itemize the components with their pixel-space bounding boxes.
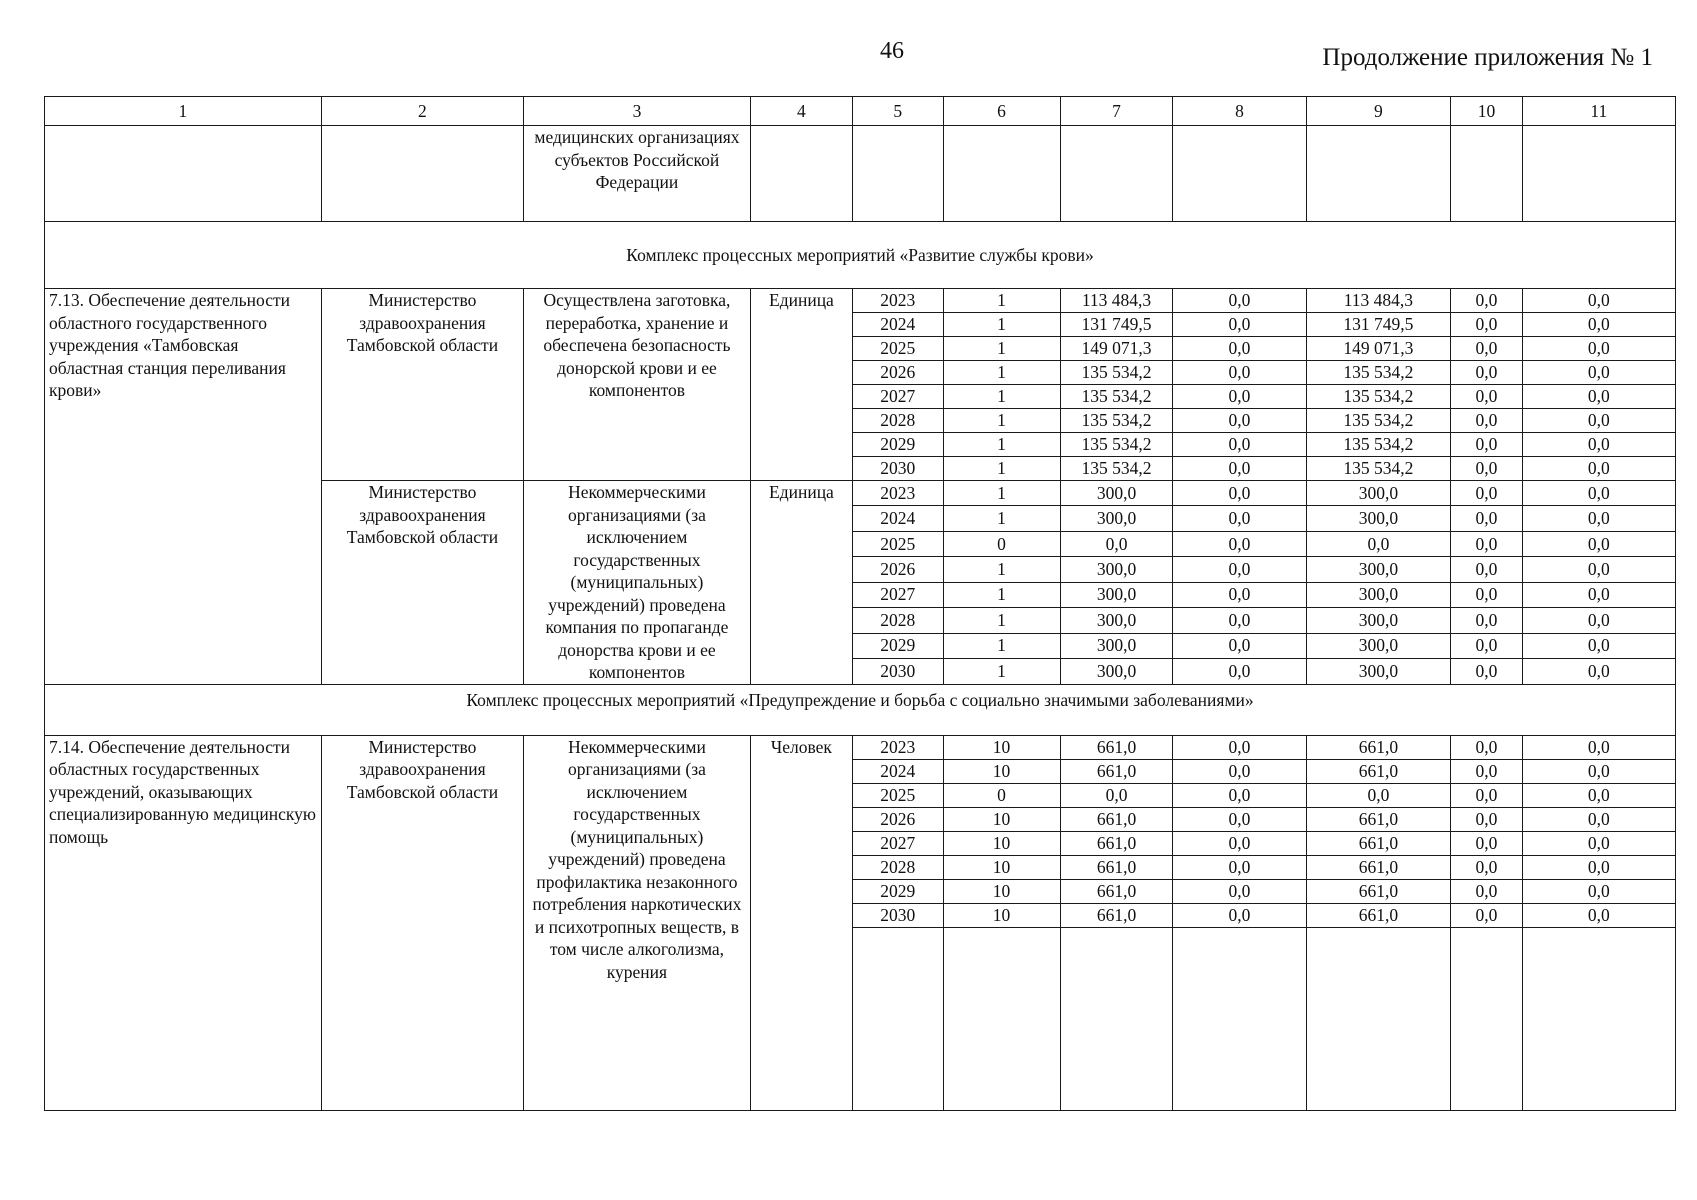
federal-budget: 0,0 xyxy=(1173,385,1306,409)
federal-budget: 0,0 xyxy=(1173,855,1306,879)
local-budget: 0,0 xyxy=(1451,557,1522,582)
year: 2028 xyxy=(853,608,943,633)
indicator-value: 10 xyxy=(943,879,1060,903)
year: 2026 xyxy=(853,557,943,582)
total-amount: 300,0 xyxy=(1060,582,1173,607)
year: 2029 xyxy=(853,433,943,457)
regional-budget: 300,0 xyxy=(1306,557,1451,582)
other-sources: 0,0 xyxy=(1522,759,1675,783)
indicator-value: 1 xyxy=(943,337,1060,361)
year: 2023 xyxy=(853,735,943,759)
total-amount: 113 484,3 xyxy=(1060,289,1173,313)
year: 2023 xyxy=(853,481,943,506)
total-amount: 300,0 xyxy=(1060,557,1173,582)
total-amount: 300,0 xyxy=(1060,608,1173,633)
regional-budget: 135 534,2 xyxy=(1306,385,1451,409)
local-budget: 0,0 xyxy=(1451,735,1522,759)
other-sources: 0,0 xyxy=(1522,557,1675,582)
local-budget: 0,0 xyxy=(1451,831,1522,855)
year: 2028 xyxy=(853,409,943,433)
federal-budget: 0,0 xyxy=(1173,337,1306,361)
indicator-value: 1 xyxy=(943,313,1060,337)
executor: Министерство здравоохранения Тамбовской области xyxy=(321,481,523,685)
indicator-value: 1 xyxy=(943,457,1060,481)
section-header-row xyxy=(45,222,1676,289)
other-sources: 0,0 xyxy=(1522,481,1675,506)
indicator-value: 1 xyxy=(943,409,1060,433)
indicator-value: 1 xyxy=(943,481,1060,506)
other-sources: 0,0 xyxy=(1522,659,1675,684)
empty-cell xyxy=(1060,927,1173,1110)
other-sources: 0,0 xyxy=(1522,289,1675,313)
section-header-row xyxy=(45,684,1676,735)
federal-budget: 0,0 xyxy=(1173,289,1306,313)
regional-budget: 661,0 xyxy=(1306,759,1451,783)
local-budget: 0,0 xyxy=(1451,879,1522,903)
other-sources: 0,0 xyxy=(1522,608,1675,633)
local-budget: 0,0 xyxy=(1451,385,1522,409)
empty-cell xyxy=(1173,126,1306,222)
local-budget: 0,0 xyxy=(1451,807,1522,831)
total-amount: 0,0 xyxy=(1060,531,1173,556)
total-amount: 300,0 xyxy=(1060,481,1173,506)
total-amount: 135 534,2 xyxy=(1060,433,1173,457)
regional-budget: 661,0 xyxy=(1306,807,1451,831)
total-amount: 135 534,2 xyxy=(1060,361,1173,385)
local-budget: 0,0 xyxy=(1451,903,1522,927)
regional-budget: 135 534,2 xyxy=(1306,457,1451,481)
page-number: 46 xyxy=(880,38,904,64)
total-amount: 661,0 xyxy=(1060,735,1173,759)
other-sources: 0,0 xyxy=(1522,783,1675,807)
local-budget: 0,0 xyxy=(1451,531,1522,556)
result-description: Осуществлена заготовка, переработка, хранение и обеспечена безопасность донорской крови и ее компонентов xyxy=(524,289,751,481)
column-number: 3 xyxy=(524,97,751,126)
total-amount: 300,0 xyxy=(1060,659,1173,684)
federal-budget: 0,0 xyxy=(1173,531,1306,556)
continuation-row xyxy=(45,126,1676,222)
year: 2025 xyxy=(853,337,943,361)
column-number: 6 xyxy=(943,97,1060,126)
year: 2024 xyxy=(853,313,943,337)
total-amount: 135 534,2 xyxy=(1060,385,1173,409)
year: 2028 xyxy=(853,855,943,879)
indicator-value: 1 xyxy=(943,633,1060,658)
federal-budget: 0,0 xyxy=(1173,582,1306,607)
empty-cell xyxy=(853,126,943,222)
other-sources: 0,0 xyxy=(1522,903,1675,927)
total-amount: 661,0 xyxy=(1060,879,1173,903)
total-amount: 131 749,5 xyxy=(1060,313,1173,337)
year: 2026 xyxy=(853,361,943,385)
year: 2027 xyxy=(853,831,943,855)
indicator-value: 1 xyxy=(943,659,1060,684)
regional-budget: 135 534,2 xyxy=(1306,409,1451,433)
other-sources: 0,0 xyxy=(1522,735,1675,759)
federal-budget: 0,0 xyxy=(1173,506,1306,531)
year: 2025 xyxy=(853,783,943,807)
indicator-value: 10 xyxy=(943,735,1060,759)
federal-budget: 0,0 xyxy=(1173,807,1306,831)
regional-budget: 0,0 xyxy=(1306,531,1451,556)
empty-cell xyxy=(1306,927,1451,1110)
empty-cell xyxy=(1060,126,1173,222)
local-budget: 0,0 xyxy=(1451,506,1522,531)
year: 2030 xyxy=(853,903,943,927)
local-budget: 0,0 xyxy=(1451,783,1522,807)
local-budget: 0,0 xyxy=(1451,481,1522,506)
column-number: 4 xyxy=(750,97,852,126)
measures-table xyxy=(44,96,1676,1111)
federal-budget: 0,0 xyxy=(1173,409,1306,433)
local-budget: 0,0 xyxy=(1451,582,1522,607)
column-number: 11 xyxy=(1522,97,1675,126)
regional-budget: 0,0 xyxy=(1306,783,1451,807)
year: 2025 xyxy=(853,531,943,556)
regional-budget: 135 534,2 xyxy=(1306,361,1451,385)
indicator-value: 0 xyxy=(943,783,1060,807)
local-budget: 0,0 xyxy=(1451,313,1522,337)
empty-cell xyxy=(45,126,322,222)
total-amount: 135 534,2 xyxy=(1060,409,1173,433)
federal-budget: 0,0 xyxy=(1173,831,1306,855)
local-budget: 0,0 xyxy=(1451,759,1522,783)
empty-cell xyxy=(1522,126,1675,222)
empty-cell xyxy=(1451,927,1522,1110)
indicator-value: 1 xyxy=(943,385,1060,409)
other-sources: 0,0 xyxy=(1522,506,1675,531)
column-number: 7 xyxy=(1060,97,1173,126)
year: 2027 xyxy=(853,385,943,409)
indicator-value: 10 xyxy=(943,903,1060,927)
year: 2024 xyxy=(853,506,943,531)
empty-cell xyxy=(943,927,1060,1110)
year: 2026 xyxy=(853,807,943,831)
federal-budget: 0,0 xyxy=(1173,557,1306,582)
federal-budget: 0,0 xyxy=(1173,783,1306,807)
result-description: Некоммерческими организациями (за исключением государственных (муниципальных) учреждений) проведена компания по пропаганде донорства крови и ее компонентов xyxy=(524,481,751,685)
local-budget: 0,0 xyxy=(1451,608,1522,633)
column-number: 2 xyxy=(321,97,523,126)
total-amount: 0,0 xyxy=(1060,783,1173,807)
indicator-value: 1 xyxy=(943,433,1060,457)
year: 2024 xyxy=(853,759,943,783)
regional-budget: 135 534,2 xyxy=(1306,433,1451,457)
local-budget: 0,0 xyxy=(1451,337,1522,361)
measure-name: 7.14. Обеспечение деятельности областных государственных учреждений, оказывающих специализированную медицинскую помощь xyxy=(45,735,322,1110)
unit: Единица xyxy=(750,289,852,481)
total-amount: 135 534,2 xyxy=(1060,457,1173,481)
indicator-value: 1 xyxy=(943,582,1060,607)
regional-budget: 300,0 xyxy=(1306,481,1451,506)
federal-budget: 0,0 xyxy=(1173,759,1306,783)
other-sources: 0,0 xyxy=(1522,337,1675,361)
total-amount: 149 071,3 xyxy=(1060,337,1173,361)
regional-budget: 300,0 xyxy=(1306,659,1451,684)
total-amount: 661,0 xyxy=(1060,831,1173,855)
federal-budget: 0,0 xyxy=(1173,879,1306,903)
unit: Человек xyxy=(750,735,852,1110)
other-sources: 0,0 xyxy=(1522,807,1675,831)
federal-budget: 0,0 xyxy=(1173,608,1306,633)
indicator-value: 1 xyxy=(943,557,1060,582)
empty-cell xyxy=(943,126,1060,222)
indicator-value: 1 xyxy=(943,361,1060,385)
column-number: 8 xyxy=(1173,97,1306,126)
empty-cell xyxy=(1522,927,1675,1110)
local-budget: 0,0 xyxy=(1451,855,1522,879)
empty-cell xyxy=(750,126,852,222)
regional-budget: 131 749,5 xyxy=(1306,313,1451,337)
regional-budget: 300,0 xyxy=(1306,633,1451,658)
indicator-value: 10 xyxy=(943,807,1060,831)
unit: Единица xyxy=(750,481,852,685)
federal-budget: 0,0 xyxy=(1173,633,1306,658)
regional-budget: 661,0 xyxy=(1306,903,1451,927)
other-sources: 0,0 xyxy=(1522,633,1675,658)
federal-budget: 0,0 xyxy=(1173,481,1306,506)
local-budget: 0,0 xyxy=(1451,633,1522,658)
column-number: 9 xyxy=(1306,97,1451,126)
continuation-text: медицинских организациях субъектов Российской Федерации xyxy=(524,126,751,222)
empty-cell xyxy=(321,126,523,222)
column-number: 5 xyxy=(853,97,943,126)
indicator-value: 10 xyxy=(943,831,1060,855)
total-amount: 661,0 xyxy=(1060,903,1173,927)
other-sources: 0,0 xyxy=(1522,433,1675,457)
federal-budget: 0,0 xyxy=(1173,735,1306,759)
other-sources: 0,0 xyxy=(1522,831,1675,855)
other-sources: 0,0 xyxy=(1522,531,1675,556)
year: 2030 xyxy=(853,457,943,481)
regional-budget: 661,0 xyxy=(1306,855,1451,879)
federal-budget: 0,0 xyxy=(1173,433,1306,457)
empty-cell xyxy=(1451,126,1522,222)
data-row xyxy=(45,735,1676,759)
regional-budget: 661,0 xyxy=(1306,879,1451,903)
year: 2030 xyxy=(853,659,943,684)
other-sources: 0,0 xyxy=(1522,582,1675,607)
empty-cell xyxy=(1173,927,1306,1110)
indicator-value: 0 xyxy=(943,531,1060,556)
federal-budget: 0,0 xyxy=(1173,361,1306,385)
indicator-value: 1 xyxy=(943,608,1060,633)
empty-cell xyxy=(853,927,943,1110)
regional-budget: 300,0 xyxy=(1306,582,1451,607)
year: 2029 xyxy=(853,879,943,903)
total-amount: 661,0 xyxy=(1060,807,1173,831)
regional-budget: 661,0 xyxy=(1306,735,1451,759)
year: 2027 xyxy=(853,582,943,607)
executor: Министерство здравоохранения Тамбовской области xyxy=(321,289,523,481)
section-title: Комплекс процессных мероприятий «Предупреждение и борьба с социально значимыми заболеваниями» xyxy=(45,684,1676,735)
indicator-value: 1 xyxy=(943,289,1060,313)
year: 2023 xyxy=(853,289,943,313)
measure-name: 7.13. Обеспечение деятельности областного государственного учреждения «Тамбовская областная станция переливания крови» xyxy=(45,289,322,685)
indicator-value: 10 xyxy=(943,855,1060,879)
regional-budget: 300,0 xyxy=(1306,608,1451,633)
indicator-value: 1 xyxy=(943,506,1060,531)
executor: Министерство здравоохранения Тамбовской области xyxy=(321,735,523,1110)
appendix-title: Продолжение приложения № 1 xyxy=(1322,44,1653,71)
other-sources: 0,0 xyxy=(1522,879,1675,903)
other-sources: 0,0 xyxy=(1522,409,1675,433)
result-description: Некоммерческими организациями (за исключением государственных (муниципальных) учреждений) проведена профилактика незаконного потребления наркотических и психотропных веществ, в том числе алкоголизма, курения xyxy=(524,735,751,1110)
other-sources: 0,0 xyxy=(1522,457,1675,481)
local-budget: 0,0 xyxy=(1451,457,1522,481)
data-row xyxy=(45,289,1676,313)
federal-budget: 0,0 xyxy=(1173,903,1306,927)
other-sources: 0,0 xyxy=(1522,361,1675,385)
federal-budget: 0,0 xyxy=(1173,313,1306,337)
total-amount: 661,0 xyxy=(1060,855,1173,879)
column-number: 1 xyxy=(45,97,322,126)
indicator-value: 10 xyxy=(943,759,1060,783)
federal-budget: 0,0 xyxy=(1173,659,1306,684)
total-amount: 300,0 xyxy=(1060,506,1173,531)
regional-budget: 300,0 xyxy=(1306,506,1451,531)
other-sources: 0,0 xyxy=(1522,385,1675,409)
total-amount: 300,0 xyxy=(1060,633,1173,658)
year: 2029 xyxy=(853,633,943,658)
local-budget: 0,0 xyxy=(1451,659,1522,684)
regional-budget: 661,0 xyxy=(1306,831,1451,855)
empty-cell xyxy=(1306,126,1451,222)
local-budget: 0,0 xyxy=(1451,433,1522,457)
column-number-row xyxy=(45,97,1676,126)
other-sources: 0,0 xyxy=(1522,855,1675,879)
local-budget: 0,0 xyxy=(1451,289,1522,313)
section-title: Комплекс процессных мероприятий «Развитие службы крови» xyxy=(45,222,1676,289)
regional-budget: 113 484,3 xyxy=(1306,289,1451,313)
regional-budget: 149 071,3 xyxy=(1306,337,1451,361)
local-budget: 0,0 xyxy=(1451,409,1522,433)
total-amount: 661,0 xyxy=(1060,759,1173,783)
column-number: 10 xyxy=(1451,97,1522,126)
other-sources: 0,0 xyxy=(1522,313,1675,337)
local-budget: 0,0 xyxy=(1451,361,1522,385)
federal-budget: 0,0 xyxy=(1173,457,1306,481)
